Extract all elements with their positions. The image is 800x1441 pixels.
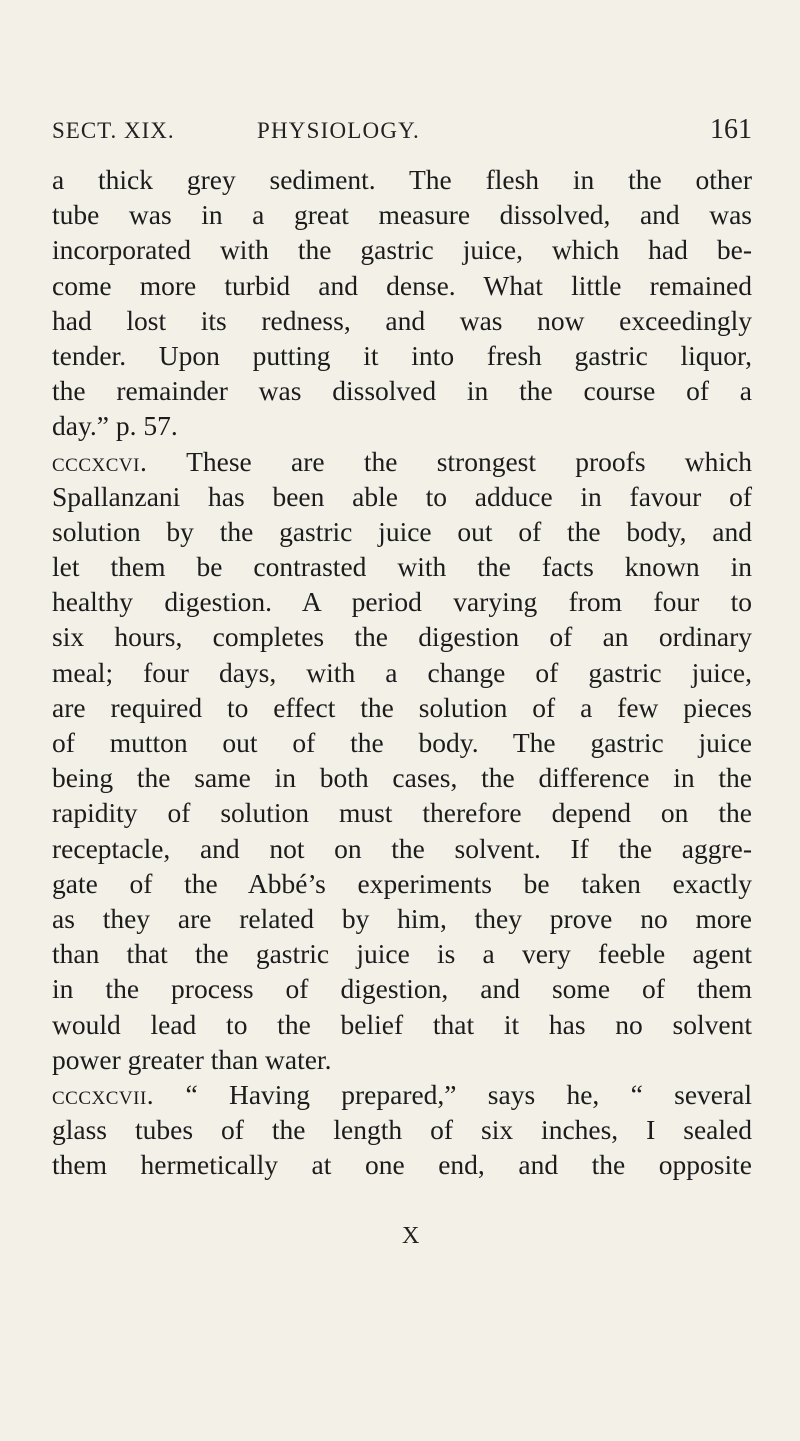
text-line	[52, 1112, 752, 1147]
text-line	[52, 760, 752, 795]
text-line	[52, 795, 752, 830]
line-text: come more turbid and dense. What little remained	[52, 269, 752, 301]
text-line	[52, 901, 752, 936]
running-title: PHYSIOLOGY.	[257, 118, 420, 143]
text-line	[52, 831, 752, 866]
line-text: rapidity of solution must therefore depend on the	[52, 797, 752, 829]
paragraph-number: cccxcvii.	[52, 1078, 155, 1110]
text-line	[52, 162, 752, 197]
line-text: would lead to the belief that it has no solvent	[52, 1008, 752, 1040]
line-text: as they are related by him, they prove no more	[52, 902, 752, 934]
line-text: healthy digestion. A period varying from four to	[52, 586, 752, 618]
line-text: tube was in a great measure dissolved, and was	[52, 199, 752, 231]
text-line	[52, 549, 752, 584]
text-line	[52, 338, 752, 373]
text-line	[52, 232, 752, 267]
line-text: in the process of digestion, and some of them	[52, 973, 752, 1005]
line-text: of mutton out of the body. The gastric juice	[52, 727, 752, 758]
line-text: tender. Upon putting it into fresh gastric liquor,	[52, 339, 752, 371]
line-text: solution by the gastric juice out of the body, and	[52, 515, 752, 547]
line-text: meal; four days, with a change of gastric juice,	[52, 656, 752, 688]
text-line	[52, 197, 752, 232]
line-text: Spallanzani has been able to adduce in favour of	[52, 480, 752, 512]
text-line	[52, 268, 752, 303]
text-line	[52, 619, 752, 654]
line-text: being the same in both cases, the difference in the	[52, 762, 752, 794]
text-line	[52, 866, 752, 901]
line-text: day.” p. 57.	[52, 410, 178, 442]
line-text: glass tubes of the length of six inches, I sealed	[52, 1114, 752, 1146]
line-text: gate of the Abbé’s experiments be taken exactly	[52, 867, 752, 899]
line-text: them hermetically at one end, and the opposite	[52, 1149, 752, 1181]
text-line	[52, 1007, 752, 1042]
text-line	[52, 303, 752, 338]
line-text: than that the gastric juice is a very feeble agent	[52, 938, 752, 970]
line-text: These are the strongest proofs which	[147, 445, 752, 477]
body-text	[52, 162, 752, 1182]
line-text: “ Having prepared,” says he, “ several	[154, 1078, 752, 1110]
line-text: six hours, completes the digestion of an ordinary	[52, 621, 752, 653]
text-line	[52, 444, 752, 479]
text-line	[52, 1147, 752, 1182]
text-line	[52, 725, 752, 760]
line-text: had lost its redness, and was now exceedingly	[52, 304, 752, 336]
running-header	[52, 114, 752, 158]
line-text: the remainder was dissolved in the course of a	[52, 375, 752, 407]
line-text: incorporated with the gastric juice, which had be-	[52, 234, 752, 266]
text-line	[52, 479, 752, 514]
section-label: SECT. XIX.	[52, 118, 175, 143]
line-text: a thick grey sediment. The flesh in the other	[52, 164, 752, 195]
text-line	[52, 408, 752, 443]
line-text: receptacle, and not on the solvent. If the aggre-	[52, 832, 752, 864]
paragraph-number: cccxcvi.	[52, 445, 148, 477]
line-text: power greater than water.	[52, 1043, 332, 1075]
text-line	[52, 514, 752, 549]
page-number: 161	[710, 114, 752, 145]
text-line	[52, 584, 752, 619]
text-line	[52, 373, 752, 408]
line-text: let them be contrasted with the facts known in	[52, 551, 752, 583]
text-line	[52, 655, 752, 690]
text-line	[52, 1042, 752, 1077]
line-text: are required to effect the solution of a few pieces	[52, 691, 752, 723]
text-line	[52, 690, 752, 725]
text-line	[52, 1077, 752, 1112]
text-line	[52, 971, 752, 1006]
signature-mark: X	[402, 1223, 420, 1249]
text-line	[52, 936, 752, 971]
